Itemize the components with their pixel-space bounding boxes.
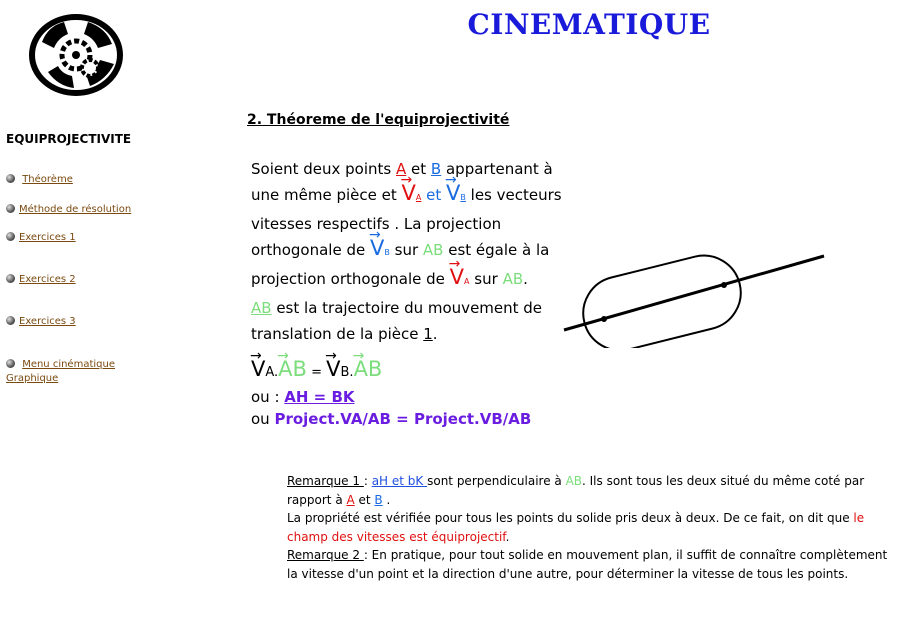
bullet-icon	[6, 316, 15, 325]
sidebar-item-label[interactable]: Méthode de résolution	[19, 204, 132, 215]
bullet-icon	[6, 204, 15, 213]
sidebar-item-theoreme[interactable]	[6, 174, 73, 185]
sidebar-item-label[interactable]: Théorème	[22, 174, 73, 185]
remark-2-label: Remarque 2	[287, 548, 364, 562]
sidebar-title: EQUIPROJECTIVITE	[6, 132, 132, 146]
formula-project: ou Project.VA/AB = Project.VB/AB	[251, 410, 532, 428]
theorem-paragraph: Soient deux points A et B appartenant à une même pièce et → VA et → VB les vecteurs vitesses respectifs . La projection orthogonale de → VB sur AB est égale à la projection orthogonale de → VA sur AB. AB est la trajectoire du mouvement de translation de la pièce 1.	[251, 156, 571, 347]
bullet-icon	[6, 359, 15, 368]
segment-ab: AB	[422, 241, 444, 259]
sidebar-item-methode[interactable]	[6, 204, 131, 215]
formula-ah-bk: ou : AH = BK	[251, 388, 355, 406]
vector-vb-2: → VB	[370, 241, 390, 259]
bullet-icon	[6, 274, 15, 283]
equiprojectivity-formula: → VA.→ AB = → VB.→ AB	[251, 357, 382, 382]
sidebar-item-label[interactable]: Exercices 1	[19, 232, 76, 243]
section-title: 2. Théoreme de l'equiprojectivité	[247, 112, 510, 128]
sidebar-item-label[interactable]: Exercices 2	[19, 274, 76, 285]
point-b: B	[430, 160, 442, 178]
point-a: A	[396, 160, 407, 178]
remark-1-label: Remarque 1	[287, 474, 364, 488]
vector-va-2: → VA	[450, 270, 470, 288]
sidebar-item-exercices-3[interactable]	[6, 316, 76, 327]
sidebar-item-menu-cinematique[interactable]	[6, 358, 126, 386]
segment-ab-2: AB	[251, 299, 272, 317]
remarks-block: Remarque 1 : aH et bK sont perpendiculaire à AB. Ils sont tous les deux situé du même coté par rapport à A et B . La propriété est vérifiée pour tous les points du solide pris deux à deux. De ce fait, on dit que le champ des vitesses est équiprojectif. Remarque 2 : En pratique, pour tout solide en mouvement plan, il suffit de connaître complètement la vitesse d'un point et la direction d'une autre, pour déterminer la vitesse de tous les points.	[287, 474, 888, 581]
sidebar-item-exercices-1[interactable]	[6, 232, 76, 243]
sidebar-item-label[interactable]: Exercices 3	[19, 316, 76, 327]
bullet-icon	[6, 174, 15, 183]
bullet-icon	[6, 232, 15, 241]
page-title: CINEMATIQUE	[467, 8, 711, 41]
translation-diagram	[558, 236, 830, 348]
vector-va: → VA	[402, 186, 422, 204]
sidebar-item-exercices-2[interactable]	[6, 274, 76, 285]
sidebar-item-label[interactable]: Menu cinématique Graphique	[6, 359, 115, 384]
vector-vb: → VB	[446, 186, 466, 204]
